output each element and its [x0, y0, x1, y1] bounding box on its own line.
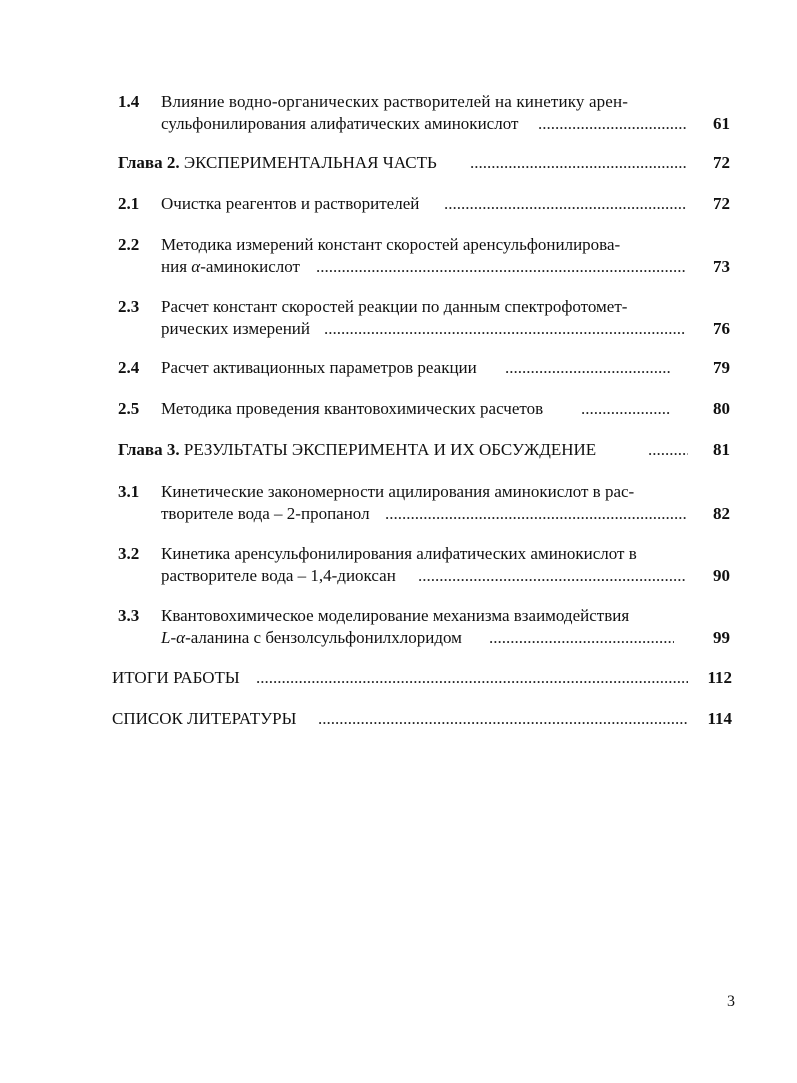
section-number: 2.4	[118, 358, 140, 377]
entry-title: СПИСОК ЛИТЕРАТУРЫ	[112, 709, 297, 728]
dot-leader	[581, 399, 671, 419]
dot-leader	[385, 504, 686, 524]
dot-leader	[505, 358, 671, 378]
dot-leader	[324, 319, 686, 339]
page-number: 76	[713, 319, 730, 338]
entry-title-line1: Квантовохимическое моделирование механизма взаимодействия	[161, 606, 630, 625]
section-number: 2.1	[118, 194, 140, 213]
title-text: ния	[161, 257, 192, 276]
page-number: 80	[713, 399, 730, 418]
page-number: 99	[713, 628, 730, 647]
page-number: 79	[713, 358, 730, 377]
entry-title-line1: Кинетика аренсульфонилирования алифатических аминокислот в	[161, 544, 637, 563]
title-text: -аланина с бензолсульфонилхлоридом	[185, 628, 462, 647]
chapter-prefix: Глава 3.	[118, 440, 180, 459]
page-number: 114	[707, 709, 732, 728]
chapter-prefix: Глава 2.	[118, 153, 180, 172]
chapter-heading	[118, 153, 437, 173]
section-number: 3.2	[118, 544, 140, 563]
entry-title-line1: Влияние водно-органических растворителей на кинетику арен-	[161, 92, 629, 111]
dot-leader	[418, 566, 686, 586]
section-number: 3.3	[118, 606, 140, 625]
entry-title-line1: Расчет констант скоростей реакции по данным спектрофотомет-	[161, 297, 628, 316]
dot-leader	[538, 114, 686, 134]
title-text: -аминокислот	[200, 257, 300, 276]
chapter-title: РЕЗУЛЬТАТЫ ЭКСПЕРИМЕНТА И ИХ ОБСУЖДЕНИЕ	[179, 440, 597, 459]
chapter-heading	[118, 440, 596, 460]
dot-leader	[444, 194, 686, 214]
entry-title: Расчет активационных параметров реакции	[161, 358, 477, 377]
dot-leader	[648, 440, 688, 460]
page-number: 73	[713, 257, 730, 276]
dot-leader	[489, 628, 674, 648]
entry-title-line2: творителе вода – 2-пропанол	[161, 504, 370, 523]
page-number: 72	[713, 194, 730, 213]
section-number: 2.2	[118, 235, 140, 254]
entry-title: Методика проведения квантовохимических расчетов	[161, 399, 544, 418]
section-number: 2.5	[118, 399, 140, 418]
page-number: 61	[713, 114, 730, 133]
section-number: 2.3	[118, 297, 140, 316]
section-number: 3.1	[118, 482, 140, 501]
entry-title: ИТОГИ РАБОТЫ	[112, 668, 240, 687]
dot-leader	[256, 668, 688, 688]
entry-title-line1: Кинетические закономерности ацилирования аминокислот в рас-	[161, 482, 635, 501]
entry-title: Очистка реагентов и растворителей	[161, 194, 420, 213]
alpha-symbol: -α	[170, 628, 186, 647]
entry-title-line2: растворителе вода – 1,4-диоксан	[161, 566, 396, 585]
dot-leader	[318, 709, 688, 729]
chapter-title: ЭКСПЕРИМЕНТАЛЬНАЯ ЧАСТЬ	[179, 153, 437, 172]
page-number: 72	[713, 153, 730, 172]
page-number: 90	[713, 566, 730, 585]
entry-title-line2: сульфонилирования алифатических аминокислот	[161, 114, 519, 133]
entry-title-line1: Методика измерений констант скоростей аренсульфонилирова-	[161, 235, 621, 254]
page-number: 112	[707, 668, 732, 687]
entry-title-line2: рических измерений	[161, 319, 310, 338]
dot-leader	[470, 153, 686, 173]
page-footer-number: 3	[727, 993, 735, 1010]
dot-leader	[316, 257, 686, 277]
alpha-symbol: α	[191, 257, 201, 276]
entry-title-line2	[161, 628, 462, 648]
section-number: 1.4	[118, 92, 140, 111]
entry-title-line2	[161, 257, 300, 277]
l-symbol: L	[161, 628, 171, 647]
page-number: 81	[713, 440, 730, 459]
page-number: 82	[713, 504, 730, 523]
